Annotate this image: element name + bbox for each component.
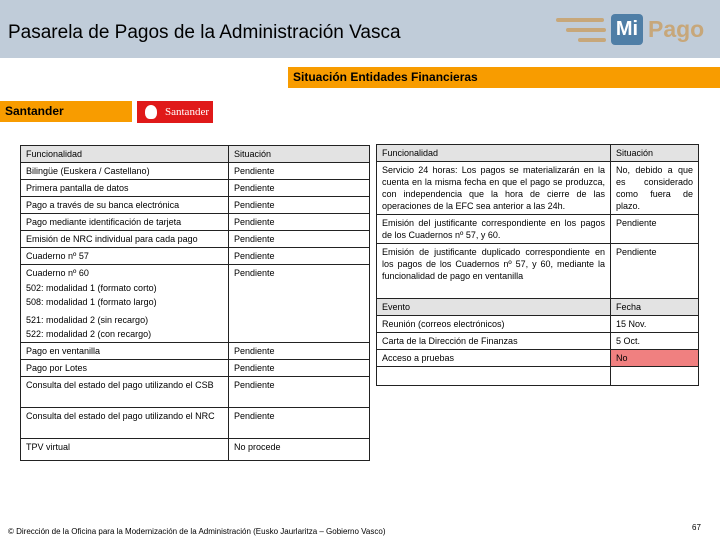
table-header: Funcionalidad Situación <box>377 145 699 162</box>
table-row: Pago por Lotes Pendiente <box>21 360 370 377</box>
bank-name: Santander <box>0 101 132 122</box>
table-row: Emisión de justificante duplicado correspondiente en los pagos de los Cuadernos nº 57, y 60, mediante la funcionalidad de pago en ventanilla Pendiente <box>377 244 699 299</box>
footer-copyright: © Dirección de la Oficina para la Modernización de la Administración (Eusko Jaurlaritza – Gobierno Vasco) <box>8 527 386 536</box>
logo-mi: Mi <box>611 14 643 45</box>
table-row: Emisión del justificante correspondiente en los pagos de los Cuadernos nº 57, y 60. Pendiente <box>377 215 699 244</box>
table-row: Pago mediante identificación de tarjeta Pendiente <box>21 214 370 231</box>
page-number: 67 <box>692 523 701 532</box>
table-header: Funcionalidad Situación <box>21 146 370 163</box>
table-row: Primera pantalla de datos Pendiente <box>21 180 370 197</box>
table-row: Bilingüe (Euskera / Castellano) Pendiente <box>21 163 370 180</box>
table-row: TPV virtual No procede <box>21 439 370 461</box>
empty-row <box>377 367 699 386</box>
mipago-logo <box>556 12 706 48</box>
event-row: Acceso a pruebas No <box>377 350 699 367</box>
page-title: Pasarela de Pagos de la Administración Vasca <box>8 22 401 43</box>
table-row: Emisión de NRC individual para cada pago Pendiente <box>21 231 370 248</box>
table-row: Cuaderno nº 57 Pendiente <box>21 248 370 265</box>
logo-pago: Pago <box>648 16 705 42</box>
table-row: Servicio 24 horas: Los pagos se materializarán en la cuenta en la misma fecha en que el pago se produzca, con independencia que la hora de cierre de las operaciones de la EFC sea anterior a las 24h. No, debido a que es considerado como fuera de plazo. <box>377 162 699 215</box>
flame-icon <box>145 105 157 119</box>
table-row: Pago en ventanilla Pendiente <box>21 343 370 360</box>
santander-logo: Santander <box>137 101 213 123</box>
event-row: Carta de la Dirección de Finanzas 5 Oct. <box>377 333 699 350</box>
table-row: Pago a través de su banca electrónica Pendiente <box>21 197 370 214</box>
header-bar <box>0 0 720 58</box>
events-header: Evento Fecha <box>377 299 699 316</box>
table-row: Consulta del estado del pago utilizando el NRC Pendiente <box>21 408 370 439</box>
event-row: Reunión (correos electrónicos) 15 Nov. <box>377 316 699 333</box>
table-row: Cuaderno nº 60 502: modalidad 1 (formato corto) 508: modalidad 1 (formato largo) 521: modalidad 2 (sin recargo) 522: modalidad 2 (con recargo) Pendiente <box>21 265 370 343</box>
extra-functionality-table <box>376 144 699 386</box>
functionality-table <box>20 145 370 461</box>
table-row: Consulta del estado del pago utilizando el CSB Pendiente <box>21 377 370 408</box>
status-badge: No <box>611 350 699 367</box>
section-title: Situación Entidades Financieras <box>288 67 720 88</box>
